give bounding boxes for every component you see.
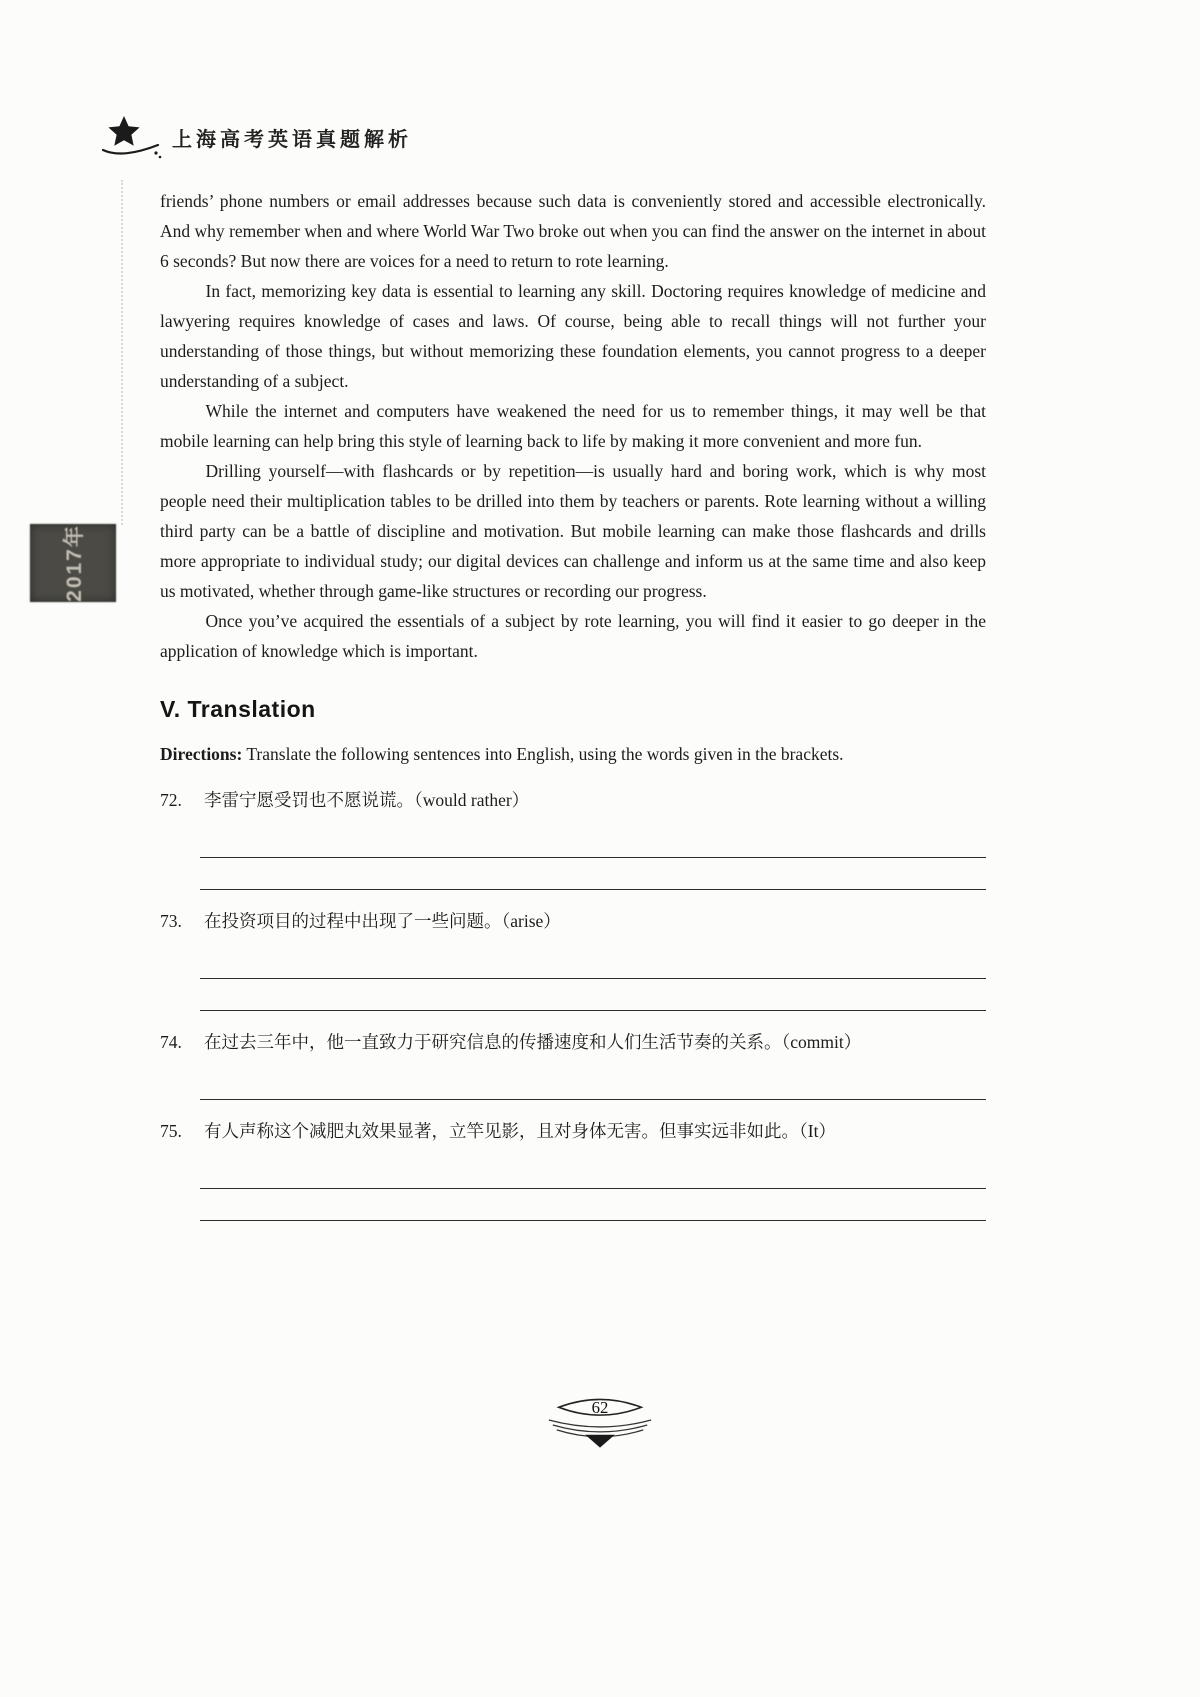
answer-line: [200, 857, 986, 858]
translation-item: [160, 1116, 986, 1146]
page-footer: [0, 1390, 1200, 1461]
open-book-icon: [541, 1390, 659, 1461]
article-paragraph: While the internet and computers have weakened the need for us to remember things, it may well be that mobile learning can help bring this style of learning back to life by making it more convenient and more fun.: [160, 401, 986, 451]
year-stamp-label: 2017年: [63, 524, 86, 602]
page-header: [100, 112, 412, 162]
directions-label: Directions:: [160, 744, 243, 764]
item-text: 有人声称这个减肥丸效果显著，立竿见影，且对身体无害。但事实远非如此。（It）: [204, 1121, 836, 1141]
answer-lines: [160, 978, 986, 1011]
answer-line: [200, 1220, 986, 1221]
article-paragraph: friends’ phone numbers or email addresses because such data is conveniently stored and accessible electronically. And why remember when and where World War Two broke out when you can find the answer on the internet in about 6 seconds? But now there are voices for a need to return to rote learning.: [160, 191, 986, 271]
answer-lines: [160, 1099, 986, 1100]
answer-line: [200, 978, 986, 979]
item-text: 在投资项目的过程中出现了一些问题。（arise）: [204, 911, 561, 931]
article-body: [160, 186, 986, 1221]
item-text: 在过去三年中，他一直致力于研究信息的传播速度和人们生活节奏的关系。（commit）: [204, 1032, 862, 1052]
star-logo-icon: [100, 112, 170, 162]
directions: [160, 739, 986, 769]
scan-margin-line: [121, 180, 123, 525]
translation-item: [160, 906, 986, 936]
translation-item: [160, 1027, 986, 1057]
article-paragraph: Drilling yourself—with flashcards or by repetition—is usually hard and boring work, which is why most people need their multiplication tables to be drilled into them by teachers or parents. Rote learning without a willing third party can be a battle of discipline and motivation. But mobile learning can make those flashcards and drills more appropriate to individual study; our digital devices can challenge and inform us at the same time and also keep us motivated, whether through game-like structures or recording our progress.: [160, 461, 986, 601]
brand-title: 上海高考英语真题解析: [172, 129, 412, 151]
page-number: 62: [591, 1398, 609, 1418]
answer-lines: [160, 1188, 986, 1221]
item-number: 74.: [160, 1032, 182, 1052]
answer-line: [200, 1188, 986, 1189]
year-stamp: [30, 524, 116, 602]
translation-item: [160, 785, 986, 815]
answer-line: [200, 889, 986, 890]
answer-lines: [160, 857, 986, 890]
directions-text: Translate the following sentences into English, using the words given in the brackets.: [246, 744, 844, 764]
article-paragraph: Once you’ve acquired the essentials of a subject by rote learning, you will find it easier to go deeper in the application of knowledge which is important.: [160, 611, 986, 661]
item-number: 73.: [160, 911, 182, 931]
article-paragraph: In fact, memorizing key data is essential to learning any skill. Doctoring requires knowledge of medicine and lawyering requires knowledge of cases and laws. Of course, being able to recall things will not further your understanding of those things, but without memorizing these foundation elements, you cannot progress to a deeper understanding of a subject.: [160, 281, 986, 391]
section-heading-translation: V. Translation: [160, 696, 316, 722]
item-number: 72.: [160, 790, 182, 810]
answer-line: [200, 1010, 986, 1011]
item-number: 75.: [160, 1121, 182, 1141]
item-text: 李雷宁愿受罚也不愿说谎。（would rather）: [204, 790, 530, 810]
answer-line: [200, 1099, 986, 1100]
